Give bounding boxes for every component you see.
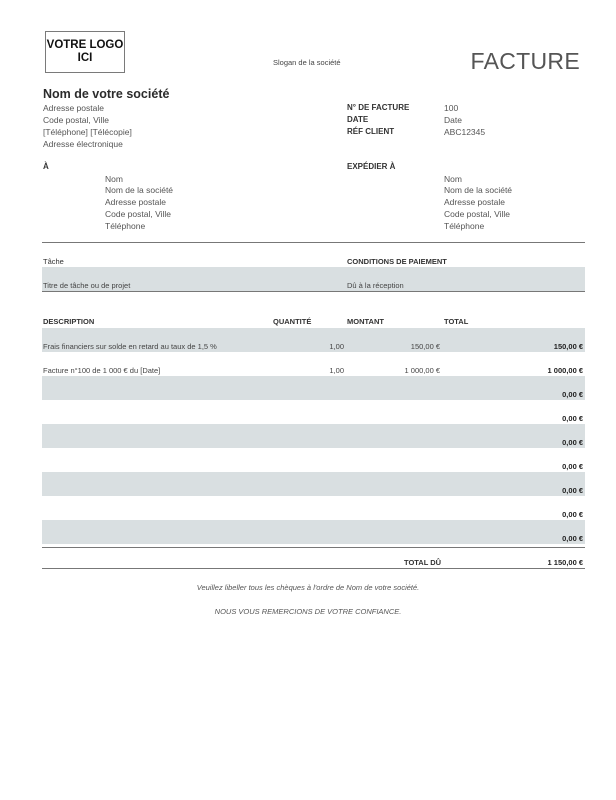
invoice-number-value: 100 — [444, 103, 459, 113]
divider — [42, 547, 585, 548]
ship-to-line: Code postal, Ville — [444, 209, 510, 219]
table-row — [42, 376, 585, 400]
divider — [42, 291, 585, 292]
payment-terms-value: Dû à la réception — [347, 281, 404, 290]
company-slogan: Slogan de la société — [273, 58, 341, 67]
invoice-date-label: DATE — [347, 115, 369, 124]
task-header: Tâche — [43, 257, 64, 266]
client-ref-label: RÉF CLIENT — [347, 127, 395, 136]
item-amount: 1 000,00 € — [404, 366, 440, 375]
total-due-value: 1 150,00 € — [547, 558, 583, 567]
total-due-label: TOTAL DÛ — [404, 558, 442, 567]
invoice-title: FACTURE — [470, 48, 580, 74]
item-quantity: 1,00 — [329, 366, 344, 375]
invoice-date-value: Date — [444, 115, 462, 125]
company-address-line: [Téléphone] [Télécopie] — [43, 127, 132, 137]
col-total-header: TOTAL — [444, 317, 469, 326]
bill-to-line: Adresse postale — [105, 197, 166, 207]
item-total: 0,00 € — [562, 414, 583, 423]
company-name: Nom de votre société — [43, 87, 170, 101]
bill-to-line: Nom — [105, 174, 123, 184]
task-value: Titre de tâche ou de projet — [43, 281, 131, 290]
divider — [42, 568, 585, 569]
company-address-line: Code postal, Ville — [43, 115, 109, 125]
ship-to-line: Nom de la société — [444, 185, 513, 195]
item-amount: 150,00 € — [410, 342, 440, 351]
table-row — [42, 472, 585, 496]
logo-placeholder: VOTRE LOGO ICI — [45, 31, 125, 73]
item-description: Frais financiers sur solde en retard au taux de 1,5 % — [43, 342, 217, 351]
item-total: 0,00 € — [562, 390, 583, 399]
col-description-header: DESCRIPTION — [43, 317, 95, 326]
bill-to-label: À — [43, 162, 49, 171]
item-total: 0,00 € — [562, 510, 583, 519]
item-total: 0,00 € — [562, 486, 583, 495]
item-total: 0,00 € — [562, 462, 583, 471]
payment-terms-header: CONDITIONS DE PAIEMENT — [347, 257, 447, 266]
item-total: 1 000,00 € — [547, 366, 583, 375]
bill-to-line: Nom de la société — [105, 185, 174, 195]
client-ref-value: ABC12345 — [444, 127, 486, 137]
ship-to-line: Adresse postale — [444, 197, 505, 207]
item-description: Facture n°100 de 1 000 € du [Date] — [43, 366, 161, 375]
divider — [42, 242, 585, 243]
table-row — [42, 424, 585, 448]
item-quantity: 1,00 — [329, 342, 344, 351]
company-address-line: Adresse électronique — [43, 139, 123, 149]
invoice-number-label: N° DE FACTURE — [347, 103, 410, 112]
cheque-note: Veuillez libeller tous les chèques à l'ordre de Nom de votre société. — [196, 583, 420, 592]
col-amount-header: MONTANT — [347, 317, 384, 326]
bill-to-line: Téléphone — [105, 221, 146, 231]
bill-to-line: Code postal, Ville — [105, 209, 171, 219]
item-total: 150,00 € — [553, 342, 583, 351]
ship-to-label: EXPÉDIER À — [347, 162, 396, 171]
thank-you-note: NOUS VOUS REMERCIONS DE VOTRE CONFIANCE. — [214, 607, 402, 616]
item-total: 0,00 € — [562, 534, 583, 543]
ship-to-line: Nom — [444, 174, 462, 184]
company-address-line: Adresse postale — [43, 103, 104, 113]
ship-to-line: Téléphone — [444, 221, 485, 231]
table-row — [42, 520, 585, 544]
col-quantity-header: QUANTITÉ — [273, 317, 312, 326]
item-total: 0,00 € — [562, 438, 583, 447]
